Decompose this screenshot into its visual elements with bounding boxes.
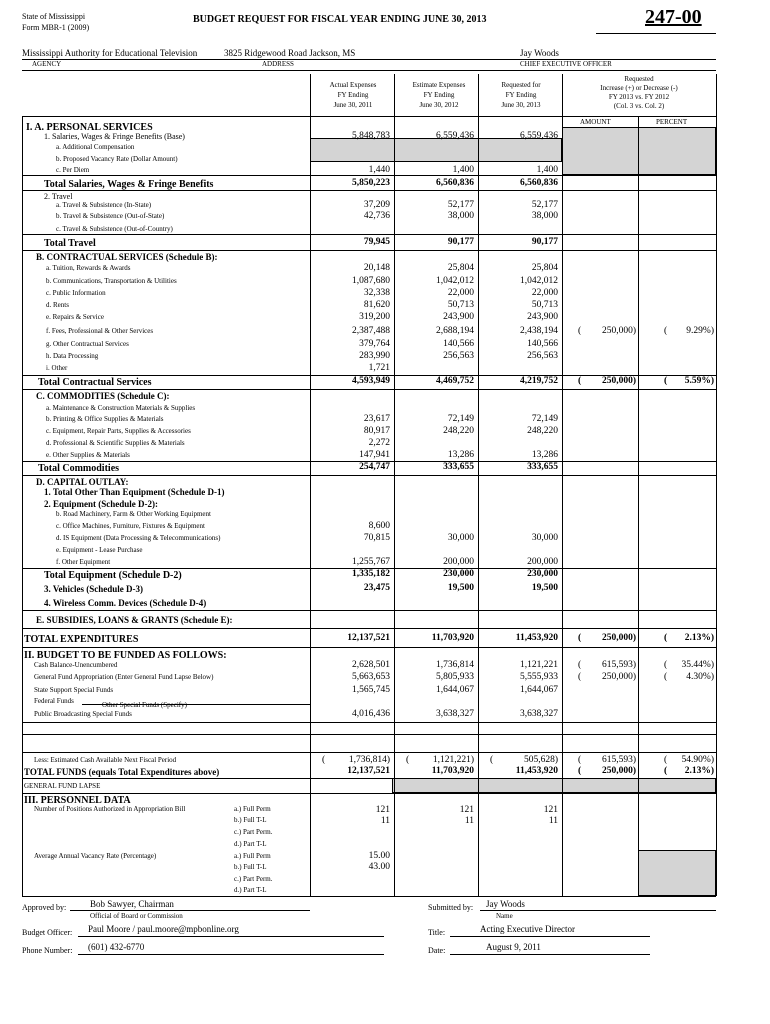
row-value-col2: 22,000 — [447, 288, 474, 298]
row-value-col3: 1,121,221 — [520, 660, 558, 670]
col4-header: Requested Increase (+) or Decrease (-) FY 2013 vs. FY 2012 (Col. 3 vs. Col. 2) — [600, 75, 678, 110]
row-label: b. Proposed Vacancy Rate (Dollar Amount) — [56, 155, 178, 163]
row-value-col3: 50,713 — [531, 300, 558, 310]
row-value-col2: 1,121,221) — [432, 755, 474, 765]
row-value-col1: 4,593,949 — [352, 376, 390, 386]
row-value-col2: 38,000 — [447, 211, 474, 221]
row-label: III. PERSONNEL DATA — [24, 795, 131, 806]
row-value-col2: 140,566 — [443, 339, 474, 349]
row-value-col1: 5,663,653 — [352, 672, 390, 682]
row-value-col1: 1,440 — [368, 165, 390, 175]
row-value-col3: 11,453,920 — [515, 766, 558, 776]
row-value-col1: 1,736,814) — [348, 755, 390, 765]
shaded-block — [562, 127, 716, 175]
row-value-col2: 52,177 — [447, 200, 474, 210]
row-label: Total Salaries, Wages & Fringe Benefits — [44, 179, 214, 190]
open-paren: ( — [578, 766, 582, 776]
percent-header: PERCENT — [656, 118, 688, 126]
row-value-col1: 70,815 — [363, 533, 390, 543]
address-label: ADDRESS — [262, 60, 294, 68]
row-label: f. Fees, Professional & Other Services — [46, 327, 154, 335]
row-value-col2: 1,736,814 — [436, 660, 474, 670]
row-label: 4. Wireless Comm. Devices (Schedule D-4) — [44, 598, 207, 608]
row-value-col2: 13,286 — [447, 450, 474, 460]
row-label: Total Commodities — [38, 463, 120, 474]
change-percent: 5.59%) — [684, 376, 714, 386]
row-label: e. Equipment - Lease Purchase — [56, 546, 143, 554]
row-value-col2: 333,655 — [443, 462, 474, 472]
vac-ftl-1: 43.00 — [368, 862, 390, 872]
row-value-col3: 200,000 — [527, 557, 558, 567]
state-name: State of Mississippi — [22, 12, 86, 21]
shaded-block — [638, 850, 716, 896]
row-value-col1: 8,600 — [368, 521, 390, 531]
row-value-col2: 200,000 — [443, 557, 474, 567]
approved-label: Approved by: — [22, 903, 67, 912]
change-percent: 4.30%) — [686, 672, 714, 682]
change-percent: 9.29%) — [686, 326, 714, 336]
agency-address: 3825 Ridgewood Road Jackson, MS — [224, 48, 356, 58]
row-label: 2. Travel — [44, 192, 73, 201]
row-value-col2: 1,644,067 — [436, 685, 474, 695]
row-value-col2: 1,042,012 — [436, 276, 474, 286]
personnel-sublabel: d.) Part T-L — [234, 840, 267, 848]
row-label: b. Road Machinery, Farm & Other Working Equipment — [56, 510, 211, 518]
approved-by: Bob Sawyer, Chairman — [90, 899, 174, 909]
form-number: Form MBR-1 (2009) — [22, 23, 90, 32]
row-value-col1: 283,990 — [359, 351, 390, 361]
row-value-col1: 319,200 — [359, 312, 390, 322]
row-label: D. CAPITAL OUTLAY: — [36, 477, 129, 487]
row-label: b. Communications, Transportation & Utilities — [46, 277, 177, 285]
row-value-col3: 256,563 — [527, 351, 558, 361]
col1-header: Actual Expenses FY Ending June 30, 2011 — [329, 81, 377, 109]
row-label: 3. Vehicles (Schedule D-3) — [44, 584, 143, 594]
row-label: a. Tuition, Rewards & Awards — [46, 264, 131, 272]
row-label: GENERAL FUND LAPSE — [24, 782, 101, 790]
ceo-label: CHIEF EXECUTIVE OFFICER — [520, 60, 612, 68]
submitted-by: Jay Woods — [486, 899, 525, 909]
row-value-col1: 79,945 — [363, 237, 390, 247]
row-value-col3: 11,453,920 — [515, 633, 558, 643]
row-value-col2: 6,559,436 — [436, 131, 474, 141]
row-value-col3: 72,149 — [531, 414, 558, 424]
row-value-col3: 140,566 — [527, 339, 558, 349]
agency-name: Mississippi Authority for Educational Television — [22, 48, 198, 58]
row-value-col3: 5,555,933 — [520, 672, 558, 682]
row-value-col1: 147,941 — [359, 450, 390, 460]
row-value-col3: 38,000 — [531, 211, 558, 221]
row-label: B. CONTRACTUAL SERVICES (Schedule B): — [36, 252, 218, 262]
row-label: Public Broadcasting Special Funds — [34, 710, 132, 718]
row-label: b. Printing & Office Supplies & Materials — [46, 415, 164, 423]
row-value-col2: 11,703,920 — [431, 766, 474, 776]
row-label: c. Office Machines, Furniture, Fixtures & Equipment — [56, 522, 205, 530]
row-value-col2: 1,400 — [452, 165, 474, 175]
vac-fp-1: 15.00 — [368, 851, 390, 861]
personnel-sublabel: a.) Full Perm — [234, 852, 271, 860]
row-value-col2: 30,000 — [447, 533, 474, 543]
row-value-col3: 230,000 — [527, 569, 558, 579]
row-value-col3: 3,638,327 — [520, 709, 558, 719]
row-value-col1: 32,338 — [363, 288, 390, 298]
other-special-funds-label: Other Special Funds (Specify) — [102, 701, 187, 709]
change-amount: 250,000) — [601, 326, 636, 336]
row-value-col1: 12,137,521 — [347, 633, 390, 643]
row-label: c. Per Diem — [56, 166, 90, 174]
change-amount: 250,000) — [601, 633, 636, 643]
row-value-col1: 1,335,182 — [352, 569, 390, 579]
pos-fp-2: 121 — [459, 805, 474, 815]
row-value-col3: 30,000 — [531, 533, 558, 543]
open-paren: ( — [578, 660, 582, 670]
row-value-col1: 23,475 — [363, 583, 390, 593]
row-value-col1: 37,209 — [363, 200, 390, 210]
open-paren: ( — [490, 755, 494, 765]
row-label: Federal Funds — [34, 697, 74, 705]
row-value-col1: 1,721 — [368, 363, 390, 373]
row-label: State Support Special Funds — [34, 686, 114, 694]
personnel-sublabel: b.) Full T-L — [234, 863, 267, 871]
open-paren: ( — [578, 672, 582, 682]
change-percent: 54.90%) — [681, 755, 714, 765]
row-value-col3: 90,177 — [531, 237, 558, 247]
open-paren: ( — [578, 326, 582, 336]
row-value-col2: 72,149 — [447, 414, 474, 424]
title-value: Acting Executive Director — [480, 924, 575, 934]
positions-label: Number of Positions Authorized in Appropriation Bill — [34, 805, 186, 813]
row-value-col3: 52,177 — [531, 200, 558, 210]
row-value-col3: 1,644,067 — [520, 685, 558, 695]
row-label: General Fund Appropriation (Enter General Fund Lapse Below) — [34, 673, 214, 681]
open-paren: ( — [664, 755, 668, 765]
ceo-name: Jay Woods — [520, 48, 559, 58]
row-label: g. Other Contractual Services — [46, 340, 129, 348]
row-value-col2: 19,500 — [447, 583, 474, 593]
open-paren: ( — [664, 326, 668, 336]
row-label: Less: Estimated Cash Available Next Fiscal Period — [34, 756, 177, 764]
row-value-col3: 2,438,194 — [520, 326, 558, 336]
open-paren: ( — [664, 376, 668, 386]
phone-label: Phone Number: — [22, 946, 73, 955]
row-label: c. Equipment, Repair Parts, Supplies & Accessories — [46, 427, 191, 435]
row-value-col1: 5,850,223 — [352, 178, 390, 188]
date-label: Date: — [428, 946, 446, 955]
row-label: 1. Salaries, Wages & Fringe Benefits (Base) — [44, 132, 185, 141]
change-amount: 615,593) — [601, 660, 636, 670]
row-value-col1: 23,617 — [363, 414, 390, 424]
row-label: d. IS Equipment (Data Processing & Telecommunications) — [56, 534, 221, 542]
pos-ftl-3: 11 — [548, 816, 558, 826]
row-label: 1. Total Other Than Equipment (Schedule D-1) — [44, 487, 225, 497]
row-label: II. BUDGET TO BE FUNDED AS FOLLOWS: — [24, 650, 227, 661]
row-value-col1: 1,087,680 — [352, 276, 390, 286]
open-paren: ( — [578, 755, 582, 765]
pos-ftl-1: 11 — [380, 816, 390, 826]
row-value-col1: 1,565,745 — [352, 685, 390, 695]
change-amount: 250,000) — [601, 672, 636, 682]
open-paren: ( — [322, 755, 326, 765]
row-label: i. Other — [46, 364, 68, 372]
row-value-col3: 4,219,752 — [520, 376, 558, 386]
open-paren: ( — [578, 376, 582, 386]
change-percent: 35.44%) — [681, 660, 714, 670]
budget-officer: Paul Moore / paul.moore@mpbonline.org — [88, 924, 239, 934]
personnel-sublabel: d.) Part T-L — [234, 886, 267, 894]
row-value-col3: 248,220 — [527, 426, 558, 436]
row-value-col3: 19,500 — [531, 583, 558, 593]
row-value-col2: 11,703,920 — [431, 633, 474, 643]
row-value-col1: 42,736 — [363, 211, 390, 221]
row-value-col3: 243,900 — [527, 312, 558, 322]
row-label: f. Other Equipment — [56, 558, 111, 566]
personnel-sublabel: c.) Part Perm. — [234, 828, 273, 836]
row-label: Total Travel — [44, 238, 96, 249]
row-value-col1: 4,016,436 — [352, 709, 390, 719]
name-label: Name — [496, 912, 513, 920]
row-value-col1: 2,628,501 — [352, 660, 390, 670]
row-value-col1: 80,917 — [363, 426, 390, 436]
change-amount: 615,593) — [601, 755, 636, 765]
row-value-col1: 81,620 — [363, 300, 390, 310]
row-label: a. Travel & Subsistence (In-State) — [56, 201, 152, 209]
row-label: TOTAL FUNDS (equals Total Expenditures above) — [24, 767, 220, 777]
open-paren: ( — [664, 633, 668, 643]
open-paren: ( — [406, 755, 410, 765]
row-value-col3: 6,560,836 — [520, 178, 558, 188]
shaded-block — [392, 778, 716, 793]
row-value-col3: 22,000 — [531, 288, 558, 298]
change-percent: 2.13%) — [684, 766, 714, 776]
personnel-sublabel: a.) Full Perm — [234, 805, 271, 813]
row-label: b. Travel & Subsistence (Out-of-State) — [56, 212, 165, 220]
row-value-col2: 230,000 — [443, 569, 474, 579]
row-value-col2: 2,688,194 — [436, 326, 474, 336]
pos-fp-1: 121 — [375, 805, 390, 815]
row-value-col3: 13,286 — [531, 450, 558, 460]
row-label: e. Repairs & Service — [46, 313, 104, 321]
row-label: E. SUBSIDIES, LOANS & GRANTS (Schedule E): — [36, 615, 233, 625]
open-paren: ( — [578, 633, 582, 643]
row-value-col3: 25,804 — [531, 263, 558, 273]
row-value-col1: 379,764 — [359, 339, 390, 349]
vacancy-label: Average Annual Vacancy Rate (Percentage) — [34, 852, 157, 860]
row-value-col2: 6,560,836 — [436, 178, 474, 188]
row-label: C. COMMODITIES (Schedule C): — [36, 391, 170, 401]
pos-fp-3: 121 — [543, 805, 558, 815]
row-value-col2: 3,638,327 — [436, 709, 474, 719]
open-paren: ( — [664, 672, 668, 682]
row-label: d. Rents — [46, 301, 69, 309]
row-value-col2: 5,805,933 — [436, 672, 474, 682]
row-label: Cash Balance-Unencumbered — [34, 661, 118, 669]
row-label: 2. Equipment (Schedule D-2): — [44, 499, 159, 509]
row-label: a. Additional Compensation — [56, 143, 135, 151]
row-value-col3: 1,042,012 — [520, 276, 558, 286]
row-value-col2: 256,563 — [443, 351, 474, 361]
row-label: d. Professional & Scientific Supplies & Materials — [46, 439, 185, 447]
row-value-col1: 20,148 — [363, 263, 390, 273]
row-value-col1: 2,387,488 — [352, 326, 390, 336]
row-label: c. Travel & Subsistence (Out-of-Country) — [56, 225, 173, 233]
row-label: Total Equipment (Schedule D-2) — [44, 570, 182, 581]
agency-code: 247-00 — [645, 6, 702, 28]
open-paren: ( — [664, 766, 668, 776]
personnel-sublabel: c.) Part Perm. — [234, 875, 273, 883]
row-value-col1: 5,848,783 — [352, 131, 390, 141]
amount-header: AMOUNT — [580, 118, 611, 126]
row-label: TOTAL EXPENDITURES — [24, 634, 139, 645]
col2-header: Estimate Expenses FY Ending June 30, 2012 — [412, 81, 466, 109]
row-label: I. A. PERSONAL SERVICES — [26, 122, 153, 133]
row-value-col1: 1,255,767 — [352, 557, 390, 567]
official-label: Official of Board or Commission — [90, 912, 183, 920]
date-value: August 9, 2011 — [486, 942, 541, 952]
row-label: Total Contractual Services — [38, 377, 152, 388]
shaded-block — [310, 138, 562, 162]
change-amount: 250,000) — [601, 766, 636, 776]
row-value-col3: 1,400 — [536, 165, 558, 175]
row-value-col2: 50,713 — [447, 300, 474, 310]
budget-officer-label: Budget Officer: — [22, 928, 73, 937]
agency-label: AGENCY — [32, 60, 62, 68]
row-label: c. Public Information — [46, 289, 106, 297]
row-value-col2: 25,804 — [447, 263, 474, 273]
row-value-col3: 333,655 — [527, 462, 558, 472]
row-value-col1: 2,272 — [368, 438, 390, 448]
row-label: h. Data Processing — [46, 352, 99, 360]
row-value-col2: 4,469,752 — [436, 376, 474, 386]
row-value-col2: 248,220 — [443, 426, 474, 436]
row-label: e. Other Supplies & Materials — [46, 451, 130, 459]
row-value-col2: 243,900 — [443, 312, 474, 322]
row-value-col3: 6,559,436 — [520, 131, 558, 141]
row-value-col2: 90,177 — [447, 237, 474, 247]
change-amount: 250,000) — [601, 376, 636, 386]
row-value-col1: 254,747 — [359, 462, 390, 472]
change-percent: 2.13%) — [684, 633, 714, 643]
pos-ftl-2: 11 — [464, 816, 474, 826]
row-value-col1: 12,137,521 — [347, 766, 390, 776]
title-label: Title: — [428, 928, 446, 937]
row-value-col3: 505,628) — [523, 755, 558, 765]
submitted-label: Submitted by: — [428, 903, 474, 912]
personnel-sublabel: b.) Full T-L — [234, 816, 267, 824]
phone-number: (601) 432-6770 — [88, 942, 145, 952]
row-label: a. Maintenance & Construction Materials & Supplies — [46, 404, 196, 412]
open-paren: ( — [664, 660, 668, 670]
form-title: BUDGET REQUEST FOR FISCAL YEAR ENDING JUNE 30, 2013 — [193, 14, 487, 25]
col3-header: Requested for FY Ending June 30, 2013 — [501, 81, 541, 109]
